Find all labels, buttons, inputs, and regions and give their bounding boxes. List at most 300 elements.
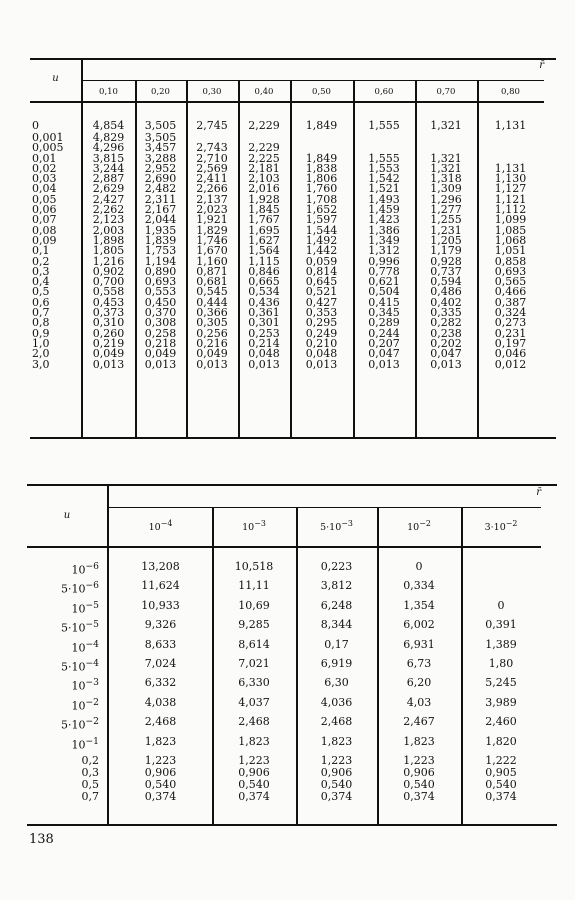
data-cell: 6,332 [144, 676, 177, 690]
data-cell: 0,540 [144, 778, 177, 792]
data-column [353, 118, 415, 370]
data-cell: 0,012 [494, 357, 527, 371]
data-column [377, 557, 461, 804]
u-value-base: 10 [71, 641, 86, 655]
data-cell: 1,829 [196, 223, 228, 237]
data-cell: 2,229 [248, 119, 280, 132]
data-cell: 1,564 [248, 244, 280, 258]
column-header: 0,10 [99, 87, 118, 97]
data-cell: 0,905 [485, 766, 517, 780]
data-cell: 1,708 [305, 192, 338, 206]
data-cell: 2,262 [92, 203, 125, 217]
u-value: 0,01 [32, 151, 57, 165]
data-cell: 0,374 [238, 790, 270, 804]
data-cell: 1,312 [368, 244, 400, 258]
data-cell: 1,442 [305, 244, 338, 258]
data-cell: 1,223 [320, 753, 353, 767]
data-cell: 0,996 [368, 254, 400, 268]
data-cell: 1,194 [144, 254, 177, 268]
data-cell: 2,690 [144, 172, 177, 186]
data-cell: 0,540 [238, 778, 270, 792]
u-value-base: 10 [71, 563, 86, 577]
data-cell: 1,222 [485, 753, 517, 767]
u-value: 0,05 [32, 192, 57, 206]
data-cell: 0,244 [368, 326, 400, 340]
data-cell: 0,301 [248, 316, 280, 330]
data-cell: 5,245 [485, 676, 517, 690]
u-value-exponent: −4 [85, 638, 99, 650]
data-cell: 2,482 [144, 182, 177, 196]
u-value: 0,03 [32, 172, 57, 186]
data-cell: 1,492 [305, 233, 338, 247]
data-cell: 0,415 [368, 295, 400, 309]
data-cell: 0,013 [144, 357, 177, 371]
data-cell: 1,670 [196, 244, 228, 258]
data-cell: 2,023 [196, 203, 228, 217]
data-cell: 3,244 [92, 161, 125, 175]
data-cell: 1,849 [305, 119, 338, 132]
column-header [461, 519, 541, 533]
data-cell: 8,614 [238, 637, 270, 651]
u-value-exponent: −4 [85, 657, 99, 669]
data-cell: 7,024 [144, 656, 177, 670]
data-cell: 0,391 [485, 618, 517, 632]
data-cell: 1,845 [248, 203, 280, 217]
data-cell: 0,486 [430, 285, 462, 299]
data-cell: 3,815 [92, 151, 125, 165]
header-bottom-rule [30, 101, 544, 103]
data-cell: 0,370 [144, 306, 177, 320]
data-cell: 1,127 [494, 182, 527, 196]
data-cell: 0,700 [92, 275, 125, 289]
data-cell: 0,17 [324, 637, 349, 651]
data-cell: 0,218 [144, 336, 177, 350]
data-cell: 2,468 [144, 715, 177, 729]
table-bottom-rule [30, 437, 556, 439]
data-cell: 2,103 [248, 172, 280, 186]
data-cell: 0,013 [430, 357, 462, 371]
data-cell: 0,345 [368, 306, 400, 320]
data-cell: 0,366 [196, 306, 228, 320]
data-cell: 0,681 [196, 275, 228, 289]
u-value-base: 10 [71, 738, 86, 752]
data-cell: 0,256 [196, 326, 228, 340]
data-cell: 1,805 [92, 244, 125, 258]
r-header: r̄ [536, 487, 541, 498]
data-cell: 0,693 [494, 264, 527, 278]
data-cell: 1,205 [430, 233, 462, 247]
data-cell: 1,767 [248, 213, 280, 227]
u-value: 0,7 [32, 306, 50, 320]
data-cell: 2,181 [248, 161, 280, 175]
data-cell: 1,223 [144, 753, 177, 767]
u-value-exponent: −6 [85, 580, 99, 592]
data-cell: 0,049 [144, 347, 177, 361]
data-cell [477, 143, 544, 153]
data-cell: 1,386 [368, 223, 400, 237]
data-cell: 0,249 [305, 326, 338, 340]
header-bottom-rule [27, 546, 541, 548]
data-cell: 1,354 [403, 598, 435, 612]
data-cell: 0,427 [305, 295, 338, 309]
data-cell: 0,324 [494, 306, 527, 320]
data-cell: 1,542 [368, 172, 400, 186]
data-cell: 0,858 [494, 254, 527, 268]
data-cell [461, 557, 541, 576]
data-cell: 1,277 [430, 203, 462, 217]
table-r-0-10-to-0-80 [30, 58, 556, 438]
data-cell: 0,048 [248, 347, 280, 361]
u-value-base: 0,5 [81, 778, 99, 792]
data-cell: 1,309 [430, 182, 462, 196]
data-cell: 6,330 [238, 676, 270, 690]
u-value [27, 615, 99, 634]
data-cell: 2,003 [92, 223, 125, 237]
data-cell: 4,854 [92, 119, 125, 132]
data-cell: 1,823 [238, 734, 270, 748]
data-cell: 1,553 [368, 161, 400, 175]
column-header-base: 3·10 [484, 522, 506, 534]
data-cell: 6,73 [406, 656, 432, 670]
data-column [109, 557, 212, 804]
data-cell: 2,427 [92, 192, 125, 206]
data-cell: 1,068 [494, 233, 527, 247]
u-value: 0,001 [32, 131, 64, 144]
u-value: 0,5 [32, 285, 50, 299]
data-cell: 0,305 [196, 316, 228, 330]
data-cell: 0,928 [430, 254, 462, 268]
data-cell: 4,037 [238, 695, 270, 709]
u-value: 0 [32, 119, 39, 132]
data-cell: 0,353 [305, 306, 338, 320]
data-cell: 2,460 [485, 715, 517, 729]
data-cell: 0,282 [430, 316, 462, 330]
data-cell: 1,838 [305, 161, 338, 175]
data-cell: 1,130 [494, 172, 527, 186]
data-cell: 0,059 [305, 254, 338, 268]
data-cell: 0,906 [320, 766, 353, 780]
data-cell: 1,216 [92, 254, 125, 268]
data-cell: 0,013 [196, 357, 228, 371]
data-cell: 1,223 [403, 753, 435, 767]
data-cell: 0,216 [196, 336, 228, 350]
data-column [212, 557, 296, 804]
column-header-exponent: −4 [160, 519, 173, 528]
data-cell: 1,112 [494, 203, 527, 217]
data-cell: 2,468 [238, 715, 270, 729]
data-cell: 1,555 [368, 151, 400, 165]
u-value: 0,8 [32, 316, 50, 330]
data-cell: 0,374 [485, 790, 517, 804]
u-value: 0,005 [32, 141, 64, 155]
column-header-exponent: −2 [505, 519, 518, 528]
column-header-exponent: −3 [254, 519, 266, 528]
data-cell: 0,387 [494, 295, 527, 309]
data-cell: 1,746 [196, 233, 228, 247]
data-cell: 0,540 [320, 778, 353, 792]
data-cell: 6,248 [320, 598, 353, 612]
data-cell: 9,326 [144, 618, 177, 632]
data-cell: 2,044 [144, 213, 177, 227]
data-cell: 2,952 [144, 161, 177, 175]
data-cell: 11,11 [238, 579, 270, 593]
table-top-rule [30, 58, 556, 60]
column-header: 0,60 [374, 87, 394, 97]
data-cell: 2,710 [196, 151, 228, 165]
data-cell: 0,665 [248, 275, 280, 289]
data-cell: 0,504 [368, 285, 400, 299]
data-column [296, 557, 377, 804]
u-value [27, 732, 99, 751]
data-cell: 8,633 [144, 637, 177, 651]
u-value [27, 596, 99, 615]
header-span-rule [108, 507, 541, 508]
column-header-exponent: −2 [419, 519, 431, 528]
data-cell: 0,373 [92, 306, 125, 320]
data-cell: 4,829 [92, 131, 125, 144]
data-cell: 0,450 [144, 295, 177, 309]
data-cell: 3,989 [485, 695, 517, 709]
data-cell: 2,266 [196, 182, 228, 196]
data-cell [353, 133, 415, 143]
data-cell: 3,505 [144, 131, 177, 144]
data-cell: 11,624 [141, 579, 180, 593]
data-cell: 0,258 [144, 326, 177, 340]
data-cell: 1,928 [248, 192, 280, 206]
data-cell: 1,223 [238, 753, 270, 767]
data-cell: 4,03 [406, 695, 432, 709]
data-cell: 0,013 [92, 357, 125, 371]
data-cell: 0,273 [494, 316, 527, 330]
u-value: 0,08 [32, 223, 57, 237]
data-column [238, 118, 290, 370]
data-cell: 1,231 [430, 223, 462, 237]
data-cell: 1,131 [494, 119, 527, 132]
data-cell: 0,046 [494, 347, 527, 361]
data-cell: 6,20 [406, 676, 432, 690]
column-header [109, 519, 212, 533]
u-value: 1,0 [32, 336, 50, 350]
data-column [477, 118, 544, 370]
data-cell: 6,002 [403, 618, 435, 632]
u-value-base: 5·10 [61, 621, 86, 635]
data-cell: 4,036 [320, 695, 353, 709]
data-cell: 1,820 [485, 734, 517, 748]
data-cell: 1,627 [248, 233, 280, 247]
u-value-base: 0,7 [81, 790, 99, 804]
u-value-exponent: −1 [85, 735, 99, 747]
u-value-base: 10 [71, 680, 86, 693]
data-cell: 1,321 [430, 151, 462, 165]
column-header-base: 10 [148, 522, 161, 534]
data-cell: 2,467 [403, 715, 435, 729]
data-cell: 0,521 [305, 285, 338, 299]
data-cell: 3,288 [144, 151, 177, 165]
column-header-base: 10 [242, 522, 255, 534]
data-cell: 0,374 [403, 790, 435, 804]
u-value-exponent: −6 [85, 561, 99, 572]
data-cell: 0,047 [368, 347, 400, 361]
u-value [27, 635, 99, 654]
data-column [82, 118, 135, 370]
data-cell: 2,225 [248, 151, 280, 165]
data-cell: 1,099 [494, 213, 527, 227]
data-cell [477, 133, 544, 143]
data-cell: 1,898 [92, 233, 125, 247]
u-value: 0,9 [32, 326, 50, 340]
data-cell: 0,238 [430, 326, 462, 340]
data-cell: 7,021 [238, 656, 270, 670]
data-cell: 2,411 [196, 172, 228, 186]
data-cell: 2,629 [92, 182, 125, 196]
data-cell: 3,457 [144, 141, 177, 155]
data-cell: 1,80 [488, 656, 514, 670]
u-value: 0,04 [32, 182, 57, 196]
data-cell: 0,645 [305, 275, 338, 289]
data-cell: 0,310 [92, 316, 125, 330]
data-cell: 0,013 [248, 357, 280, 371]
u-value: 0,09 [32, 233, 57, 247]
data-cell: 0,223 [320, 560, 353, 573]
data-cell: 0,558 [92, 285, 125, 299]
data-cell: 1,695 [248, 223, 280, 237]
u-value-exponent: −5 [85, 599, 99, 611]
data-cell: 10,69 [238, 598, 270, 612]
data-cell: 0,814 [305, 264, 338, 278]
data-cell: 2,887 [92, 172, 125, 186]
u-header: u [63, 510, 71, 521]
data-cell: 0,906 [403, 766, 435, 780]
data-column [415, 118, 477, 370]
data-cell: 1,935 [144, 223, 177, 237]
data-cell: 0,334 [403, 579, 435, 593]
u-value [27, 654, 99, 673]
data-cell: 1,806 [305, 172, 338, 186]
data-cell: 1,131 [494, 161, 527, 175]
data-cell: 2,311 [144, 192, 177, 206]
data-column [461, 557, 541, 804]
data-cell: 0,846 [248, 264, 280, 278]
data-cell: 0,466 [494, 285, 527, 299]
data-cell: 1,544 [305, 223, 338, 237]
data-cell: 1,349 [368, 233, 400, 247]
data-cell: 0 [415, 560, 423, 573]
data-cell: 9,285 [238, 618, 270, 632]
u-value [27, 557, 99, 576]
data-cell: 0,553 [144, 285, 177, 299]
table-r-small-values [27, 484, 557, 825]
data-cell: 0,048 [305, 347, 338, 361]
data-cell: 2,743 [196, 141, 228, 155]
data-cell: 1,760 [305, 182, 338, 196]
data-cell: 1,921 [196, 213, 228, 227]
data-cell: 6,919 [320, 656, 353, 670]
u-value [27, 576, 99, 595]
column-header-base: 10 [407, 522, 420, 534]
data-cell: 0,534 [248, 285, 280, 299]
data-cell: 0,621 [368, 275, 400, 289]
data-cell: 2,745 [196, 119, 228, 132]
r-header: r̄ [539, 60, 544, 71]
u-value-exponent: −2 [85, 696, 99, 708]
data-cell: 2,016 [248, 182, 280, 196]
u-value [27, 693, 99, 712]
page-number: 138 [29, 832, 54, 847]
column-header: 0,20 [151, 87, 170, 97]
data-cell: 0,906 [144, 766, 177, 780]
data-cell: 10,518 [234, 560, 274, 573]
data-cell: 1,255 [430, 213, 462, 227]
data-cell: 0 [497, 598, 505, 612]
u-value-base: 0,2 [81, 753, 99, 767]
u-value: 3,0 [32, 357, 50, 371]
data-cell: 0,197 [494, 336, 527, 350]
data-cell: 1,296 [430, 192, 462, 206]
data-cell: 1,823 [320, 734, 353, 748]
data-cell: 0,361 [248, 306, 280, 320]
data-cell: 1,121 [494, 192, 527, 206]
data-column [135, 118, 186, 370]
data-cell: 1,652 [305, 203, 338, 217]
u-column [27, 557, 99, 804]
column-header-base: 5·10 [320, 522, 342, 534]
data-cell: 1,321 [430, 119, 462, 132]
data-cell: 2,229 [248, 141, 280, 155]
data-cell: 0,308 [144, 316, 177, 330]
data-cell: 0,565 [494, 275, 527, 289]
data-cell: 1,085 [494, 223, 527, 237]
data-cell: 0,737 [430, 264, 462, 278]
u-value: 0,06 [32, 203, 57, 217]
data-cell: 0,890 [144, 264, 177, 278]
data-cell: 1,389 [485, 637, 517, 651]
u-value-base: 10 [71, 602, 86, 616]
data-cell: 1,823 [403, 734, 435, 748]
column-header-exponent: −3 [341, 519, 353, 528]
data-cell: 1,839 [144, 233, 177, 247]
data-cell: 0,049 [92, 347, 125, 361]
data-cell: 2,468 [320, 715, 353, 729]
data-cell: 2,137 [196, 192, 228, 206]
data-cell: 0,260 [92, 326, 125, 340]
data-cell: 0,402 [430, 295, 462, 309]
data-cell: 6,30 [324, 676, 349, 690]
data-cell: 1,321 [430, 161, 462, 175]
data-cell: 1,115 [248, 254, 280, 268]
u-value-base: 5·10 [61, 660, 86, 674]
data-cell: 1,849 [305, 151, 338, 165]
column-header: 0,50 [312, 87, 331, 97]
data-cell: 0,778 [368, 264, 400, 278]
data-cell: 2,167 [144, 203, 177, 217]
data-cell: 1,423 [368, 213, 400, 227]
data-cell: 0,202 [430, 336, 462, 350]
data-cell: 4,038 [144, 695, 177, 709]
data-cell: 0,047 [430, 347, 462, 361]
column-header: 0,40 [254, 87, 274, 97]
column-header [296, 519, 377, 533]
column-header: 0,30 [202, 87, 222, 97]
column-header [212, 519, 296, 533]
data-cell: 0,545 [196, 285, 228, 299]
data-cell: 10,933 [141, 598, 180, 612]
data-cell: 0,214 [248, 336, 280, 350]
u-value-base: 5·10 [61, 718, 86, 732]
u-value-base: 10 [71, 699, 86, 713]
data-cell: 1,753 [144, 244, 177, 258]
u-value: 0,4 [32, 275, 50, 289]
u-value: 0,02 [32, 161, 57, 175]
